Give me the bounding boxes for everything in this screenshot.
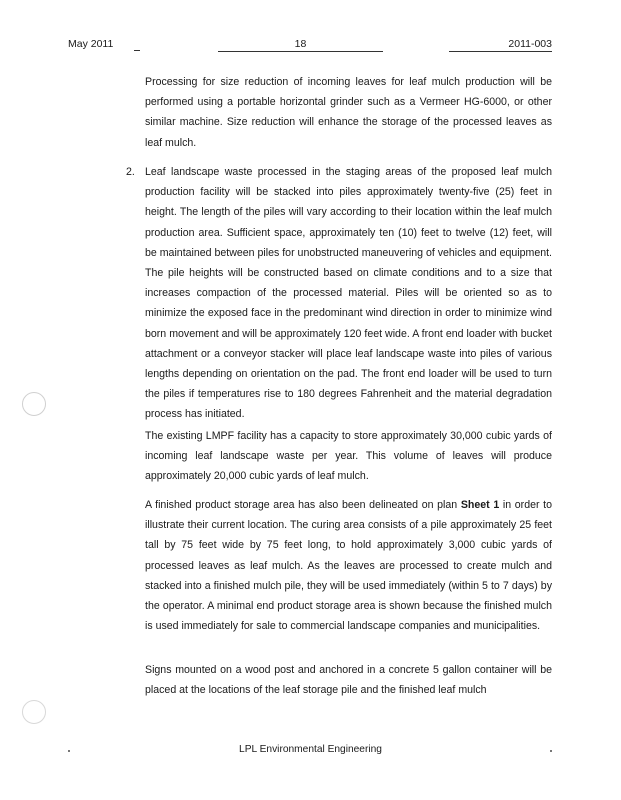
list-item-number: 2. xyxy=(126,166,135,178)
punch-hole xyxy=(22,392,46,416)
paragraph-grinder: Processing for size reduction of incoming leaves for leaf mulch production will be performed using a portable horizontal grinder such as a Vermeer HG-6000, or other similar machine. Size reduction will enhance the storage of the processed leaves as leaf mulch. xyxy=(145,76,552,149)
header-date xyxy=(68,38,113,50)
footer-company: LPL Environmental Engineering xyxy=(239,744,382,755)
page-header xyxy=(68,38,552,52)
sheet-reference: Sheet 1 xyxy=(460,499,500,511)
punch-hole xyxy=(22,700,46,724)
paragraph-stacking: Leaf landscape waste processed in the staging areas of the proposed leaf mulch production facility will be stacked into piles approximately twenty-five (25) feet in height. The length of the piles will vary according to their location within the leaf mulch production area. Sufficient space, approximately ten (10) feet to twelve (12) feet, will be maintained between piles for unobstructed maneuvering of vehicles and equipment. The pile heights will be constructed based on climate conditions and to a size that increases compaction of the processed material. Piles will be oriented so as to minimize the exposed face in the predominant wind direction in order to minimize wind born movement and will be approximately 120 feet wide. A front end loader with bucket attachment or a conveyor stacker will place leaf landscape waste into piles of various lengths depending on orientation on the pad. The front end loader will be used to turn the piles if temperatures rise to 180 degrees Fahrenheit and the material degradation process has initiated. xyxy=(145,166,552,421)
header-doc-id: 2011-003 xyxy=(449,38,552,52)
header-date-rule xyxy=(134,50,140,51)
footer-mark-right xyxy=(550,750,552,752)
paragraph-signs: Signs mounted on a wood post and anchored in a concrete 5 gallon container will be placed at the locations of the leaf storage pile and the finished leaf mulch xyxy=(145,664,552,697)
paragraph-capacity: The existing LMPF facility has a capacity to store approximately 30,000 cubic yards of incoming leaf landscape waste per year. This volume of leaves will produce approximately 20,000 cubic yards of leaf mulch. xyxy=(145,430,552,483)
p4-before: A finished product storage area has also been delineated on plan xyxy=(145,499,461,511)
header-page-number: 18 xyxy=(218,38,383,52)
p4-after: in order to illustrate their current location. The curing area consists of a pile approximately 25 feet tall by 75 feet wide by 75 feet long, to hold approximately 3,000 cubic yards of processed leaves as leaf mulch. As the leaves are processed to create mulch and stacked into a finished mulch pile, they will be used immediately (within 5 to 7 days) by the operator. A minimal end product storage area is shown because the finished mulch is used immediately for sale to commercial landscape companies and municipalities. xyxy=(145,499,553,633)
paragraph-finished-storage xyxy=(145,495,552,636)
header-date-text: May 2011 xyxy=(68,38,114,50)
